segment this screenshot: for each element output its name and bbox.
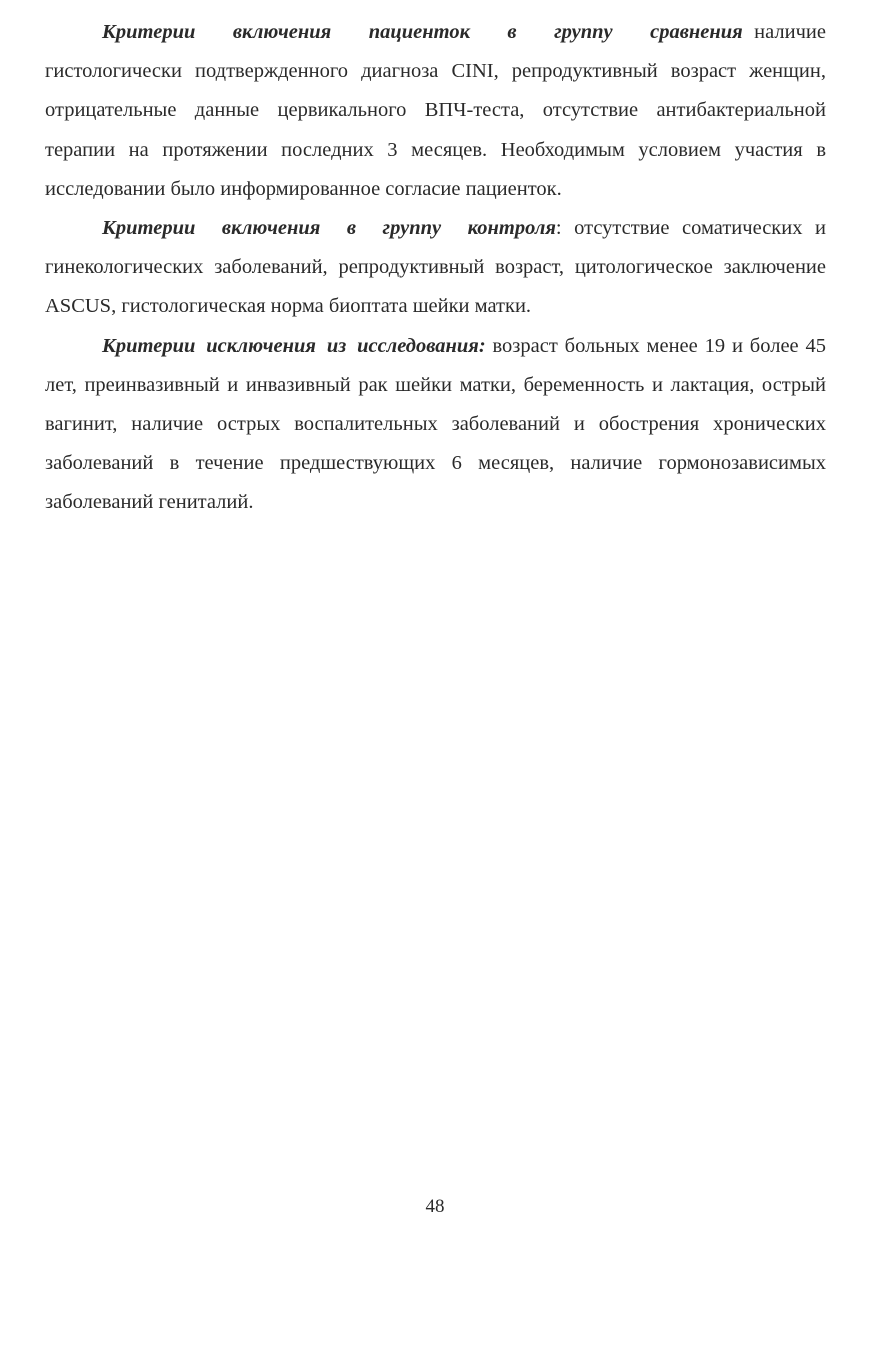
paragraph-body-text: возраст больных менее 19 и более 45 лет, преинвазивный и инвазивный рак шейки матки, беременность и лактация, острый вагинит, наличие острых воспалительных заболеваний и обострения хронических заболеваний в течение предшествующих 6 месяцев, наличие гормонозависимых заболеваний гениталий. <box>45 334 827 514</box>
document-page <box>45 13 826 523</box>
paragraph-body-text: : отсутствие соматических и гинекологических заболеваний, репродуктивный возраст, цитологическое заключение ASCUS, гистологическая норма биоптата шейки матки. <box>45 217 826 318</box>
paragraph-lead-heading: Критерии включения в группу контроля <box>102 217 556 240</box>
paragraph-control-group-criteria <box>45 209 826 327</box>
paragraph-exclusion-criteria <box>45 327 826 523</box>
paragraph-lead-heading: Критерии исключения из исследования: <box>102 334 486 357</box>
paragraph-lead-heading: Критерии включения пациенток в группу сравнения <box>102 21 743 43</box>
paragraph-comparison-group-criteria <box>45 13 826 209</box>
page-number: 48 <box>425 1196 445 1217</box>
paragraph-body-text: наличие гистологически подтвержденного диагноза CINI, репродуктивный возраст женщин, отрицательные данные цервикального ВПЧ-теста, отсутствие антибактериальной терапии на протяжении последних 3 месяцев. Необходимым условием участия в исследовании было информированное согласие пациенток. <box>45 21 826 200</box>
